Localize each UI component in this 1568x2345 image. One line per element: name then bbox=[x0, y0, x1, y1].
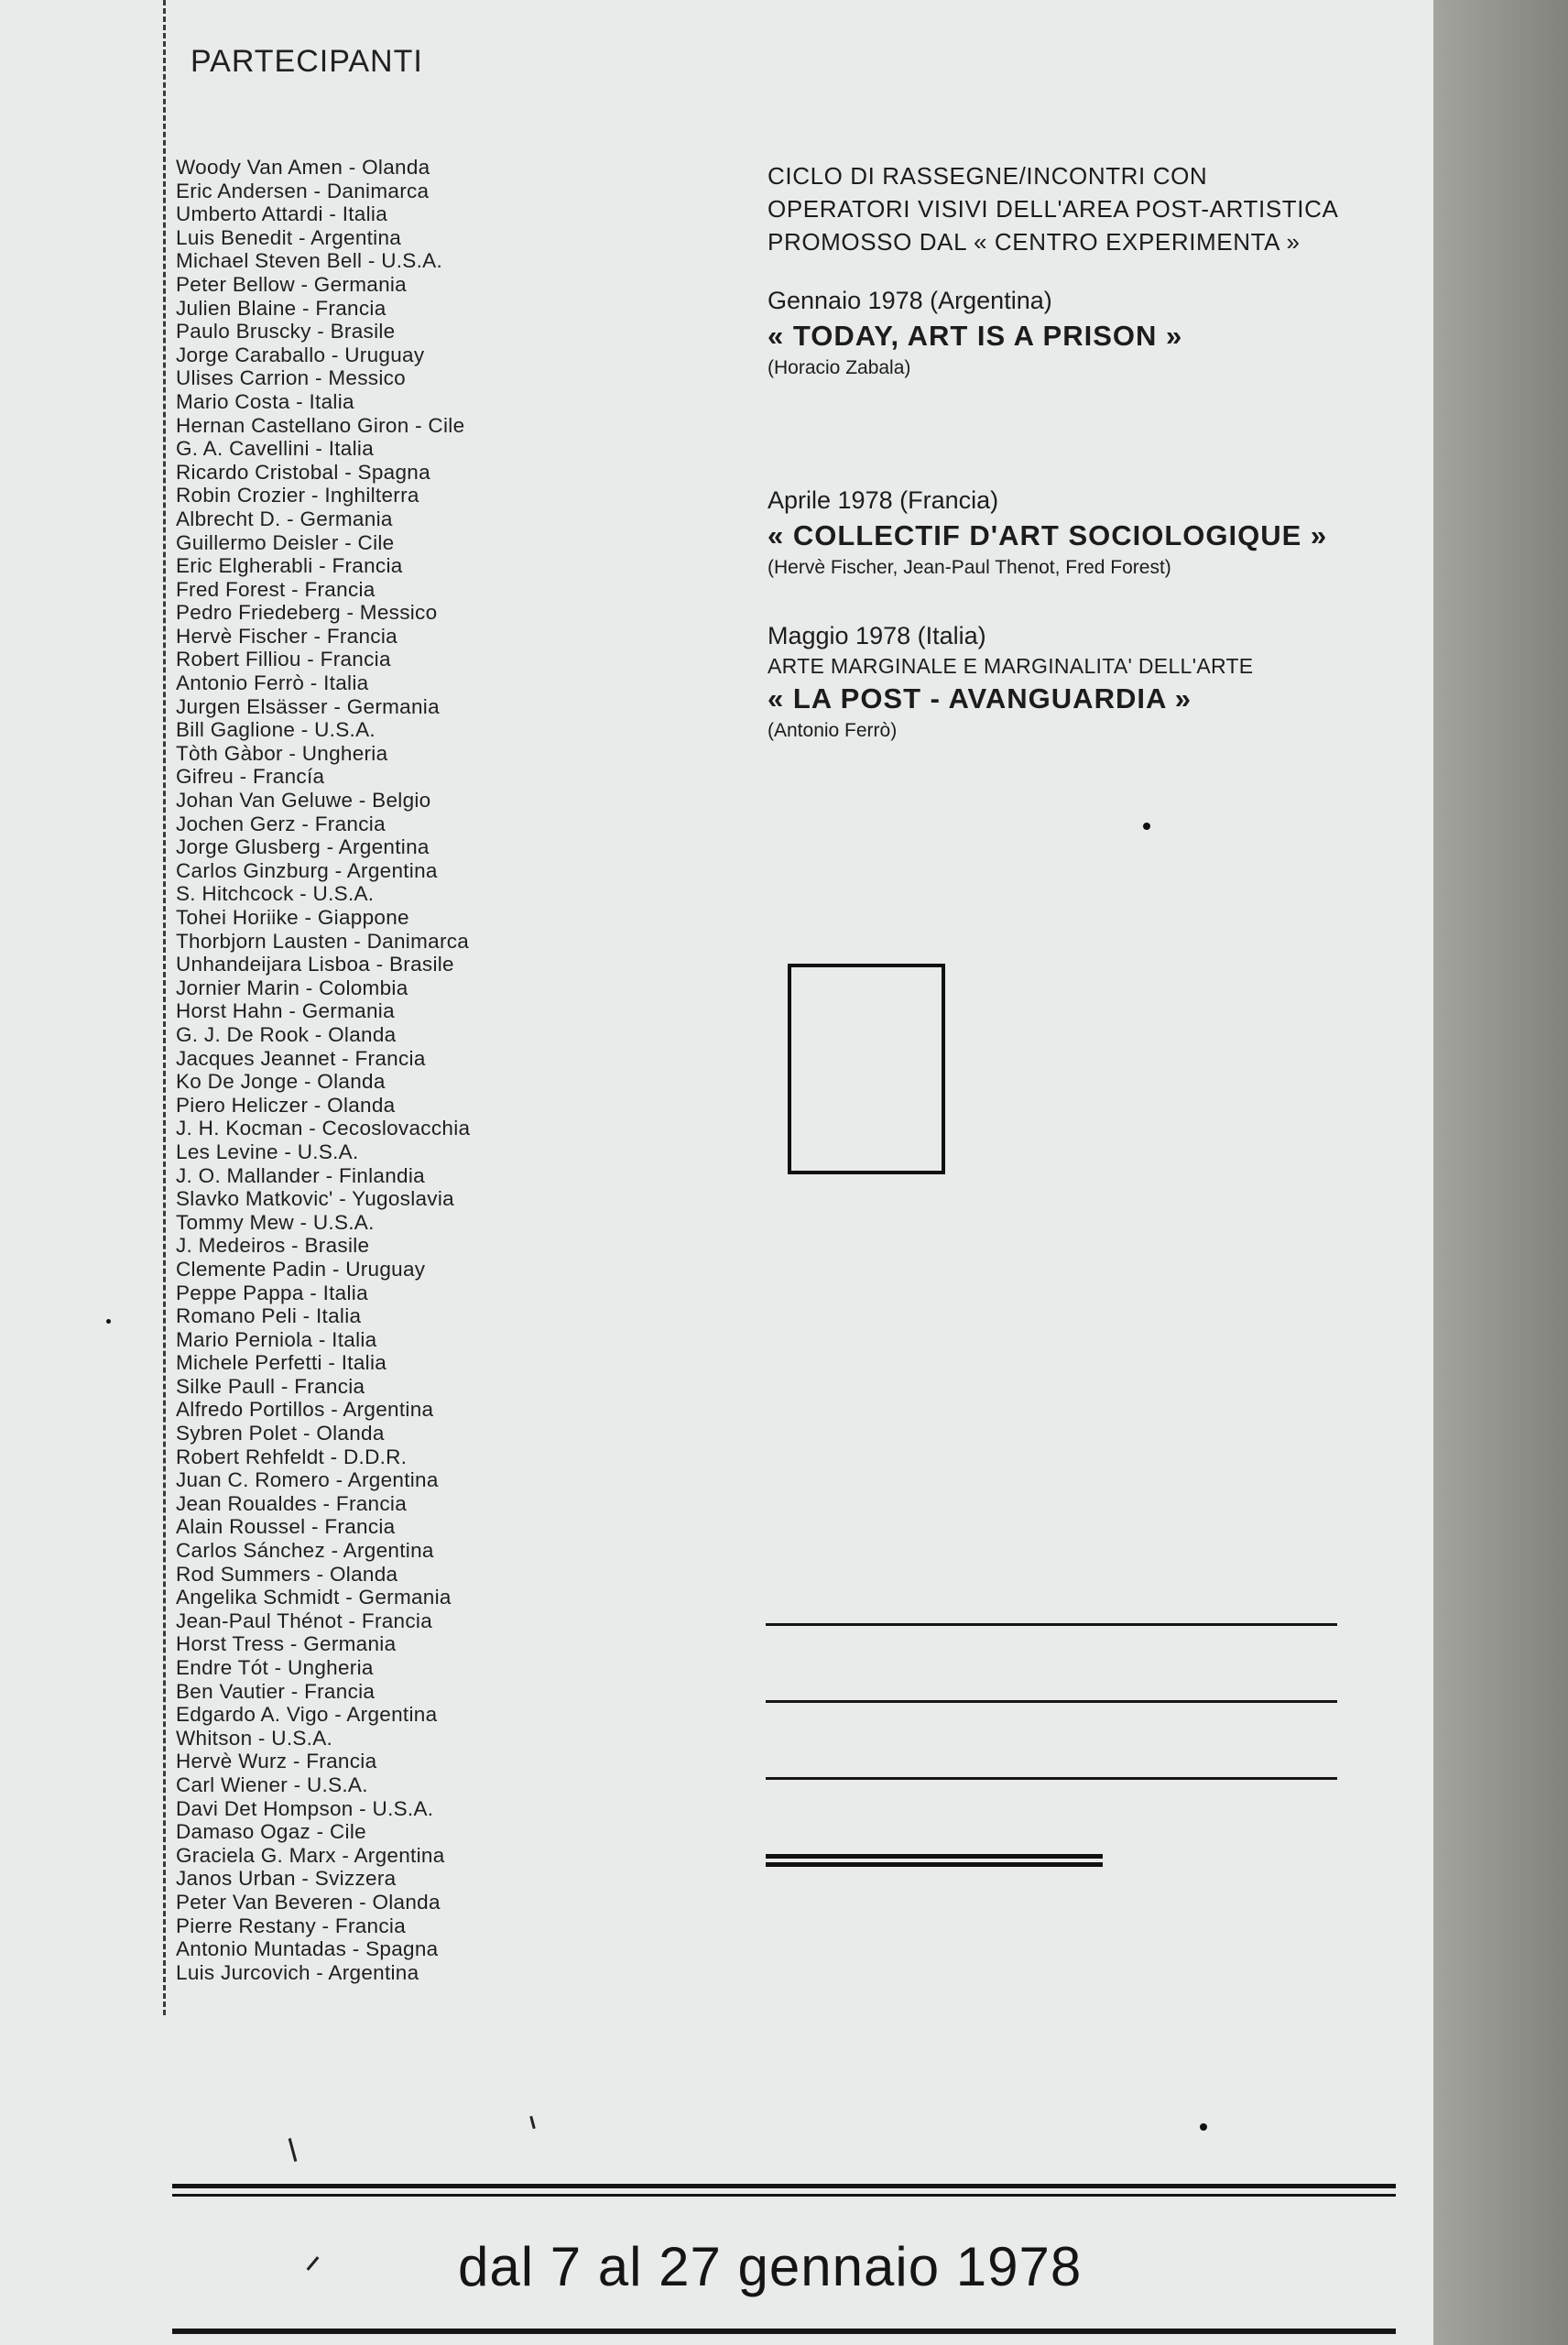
participant-item: J. O. Mallander - Finlandia bbox=[176, 1163, 425, 1187]
section-subtitle: ARTE MARGINALE E MARGINALITA' DELL'ARTE bbox=[768, 654, 1254, 678]
participant-item: Michael Steven Bell - U.S.A. bbox=[176, 249, 443, 273]
participant-item: Endre Tót - Ungheria bbox=[176, 1656, 374, 1679]
participant-item: Alfredo Portillos - Argentina bbox=[176, 1398, 434, 1422]
participant-item: Tohei Horiike - Giappone bbox=[176, 906, 409, 929]
section-date: Maggio 1978 (Italia) bbox=[768, 622, 986, 649]
participant-item: Antonio Muntadas - Spagna bbox=[176, 1937, 439, 1961]
participant-item: Graciela G. Marx - Argentina bbox=[176, 1843, 445, 1867]
participant-item: Unhandeijara Lisboa - Brasile bbox=[176, 953, 454, 976]
participant-item: Guillermo Deisler - Cile bbox=[176, 530, 395, 554]
participant-item: Silke Paull - Francia bbox=[176, 1374, 365, 1398]
participant-item: Luis Jurcovich - Argentina bbox=[176, 1960, 419, 1984]
bottom-edge-rule bbox=[172, 2329, 1396, 2334]
participant-item: Horst Tress - Germania bbox=[176, 1632, 397, 1656]
participant-item: Peppe Pappa - Italia bbox=[176, 1281, 368, 1304]
participant-item: Albrecht D. - Germania bbox=[176, 507, 393, 530]
participant-item: Jacques Jeannet - Francia bbox=[176, 1046, 426, 1070]
intro-line: CICLO DI RASSEGNE/INCONTRI CON bbox=[768, 162, 1208, 190]
section-credit: (Hervè Fischer, Jean-Paul Thenot, Fred Forest) bbox=[768, 557, 1171, 578]
participant-item: Michele Perfetti - Italia bbox=[176, 1351, 387, 1375]
participant-item: Bill Gaglione - U.S.A. bbox=[176, 718, 376, 742]
section-title: « TODAY, ART IS A PRISON » bbox=[768, 320, 1183, 352]
participant-item: Luis Benedit - Argentina bbox=[176, 225, 402, 249]
participant-item: Julien Blaine - Francia bbox=[176, 296, 387, 320]
participant-item: Juan C. Romero - Argentina bbox=[176, 1468, 439, 1492]
participant-item: Ben Vautier - Francia bbox=[176, 1679, 376, 1703]
participant-item: Edgardo A. Vigo - Argentina bbox=[176, 1703, 438, 1727]
participant-item: Carl Wiener - U.S.A. bbox=[176, 1772, 368, 1796]
participant-item: Jorge Caraballo - Uruguay bbox=[176, 343, 425, 366]
participant-item: Peter Van Beveren - Olanda bbox=[176, 1890, 441, 1914]
stamp-box bbox=[788, 964, 945, 1174]
participant-item: Jurgen Elsässer - Germania bbox=[176, 694, 440, 718]
participant-item: Romano Peli - Italia bbox=[176, 1304, 362, 1328]
participant-item: G. A. Cavellini - Italia bbox=[176, 437, 375, 461]
participant-item: Les Levine - U.S.A. bbox=[176, 1140, 359, 1163]
participant-item: Horst Hahn - Germania bbox=[176, 999, 395, 1023]
ink-dot bbox=[106, 1319, 111, 1324]
section-title: « COLLECTIF D'ART SOCIOLOGIQUE » bbox=[768, 519, 1328, 551]
background-sheet-edge bbox=[1433, 0, 1568, 2345]
participant-item: Robert Rehfeldt - D.D.R. bbox=[176, 1445, 408, 1468]
ink-mark bbox=[289, 2138, 298, 2162]
participant-item: Gifreu - Francía bbox=[176, 765, 325, 789]
participant-item: Thorbjorn Lausten - Danimarca bbox=[176, 929, 470, 953]
participant-item: Jochen Gerz - Francia bbox=[176, 812, 386, 835]
participant-item: Carlos Ginzburg - Argentina bbox=[176, 858, 438, 882]
participant-item: J. Medeiros - Brasile bbox=[176, 1234, 370, 1258]
ink-mark bbox=[307, 2256, 320, 2271]
participant-item: Mario Costa - Italia bbox=[176, 389, 354, 413]
participant-item: Paulo Bruscky - Brasile bbox=[176, 320, 396, 344]
participant-item: Damaso Ogaz - Cile bbox=[176, 1820, 366, 1844]
participant-item: Fred Forest - Francia bbox=[176, 577, 376, 601]
program-section-january bbox=[768, 284, 1409, 381]
participant-item: Ko De Jonge - Olanda bbox=[176, 1070, 386, 1094]
participant-item: Johan Van Geluwe - Belgio bbox=[176, 789, 431, 813]
participant-item: Whitson - U.S.A. bbox=[176, 1726, 333, 1750]
participant-item: Jorge Glusberg - Argentina bbox=[176, 835, 430, 859]
participant-item: Woody Van Amen - Olanda bbox=[176, 156, 430, 179]
program-column bbox=[768, 159, 1409, 744]
address-line bbox=[766, 1623, 1337, 1626]
participant-item: Eric Elgherabli - Francia bbox=[176, 554, 403, 578]
participant-item: Clemente Padin - Uruguay bbox=[176, 1257, 426, 1281]
participant-item: Piero Heliczer - Olanda bbox=[176, 1093, 396, 1117]
section-credit: (Antonio Ferrò) bbox=[768, 720, 898, 741]
ink-dot bbox=[1200, 2123, 1207, 2131]
participant-item: Robert Filliou - Francia bbox=[176, 648, 391, 671]
address-line bbox=[766, 1700, 1337, 1703]
address-line bbox=[766, 1777, 1337, 1780]
section-date: Aprile 1978 (Francia) bbox=[768, 486, 999, 514]
participant-item: Eric Andersen - Danimarca bbox=[176, 179, 430, 202]
participant-item: Mario Perniola - Italia bbox=[176, 1327, 377, 1351]
program-intro bbox=[768, 159, 1409, 258]
participant-item: Antonio Ferrò - Italia bbox=[176, 671, 369, 695]
exhibition-dates: dal 7 al 27 gennaio 1978 bbox=[458, 2236, 1083, 2297]
section-credit: (Horacio Zabala) bbox=[768, 357, 911, 378]
participant-item: Tommy Mew - U.S.A. bbox=[176, 1210, 375, 1234]
participant-item: Pierre Restany - Francia bbox=[176, 1914, 407, 1937]
participant-item: Hervè Fischer - Francia bbox=[176, 624, 397, 648]
participant-item: Angelika Schmidt - Germania bbox=[176, 1586, 452, 1609]
participant-item: Robin Crozier - Inghilterra bbox=[176, 484, 419, 507]
participant-item: Jornier Marin - Colombia bbox=[176, 976, 408, 999]
participant-item: Umberto Attardi - Italia bbox=[176, 202, 388, 226]
participant-item: Pedro Friedeberg - Messico bbox=[176, 601, 438, 625]
address-double-line bbox=[766, 1854, 1103, 1867]
participant-item: Hernan Castellano Giron - Cile bbox=[176, 413, 465, 437]
participant-item: J. H. Kocman - Cecoslovacchia bbox=[176, 1117, 471, 1140]
participants-list bbox=[176, 156, 470, 1984]
participant-item: Carlos Sánchez - Argentina bbox=[176, 1539, 434, 1563]
dashed-fold-line bbox=[163, 0, 166, 2015]
participants-heading: PARTECIPANTI bbox=[191, 44, 423, 79]
participant-item: Janos Urban - Svizzera bbox=[176, 1867, 397, 1891]
participant-item: Hervè Wurz - Francia bbox=[176, 1750, 377, 1773]
participant-item: S. Hitchcock - U.S.A. bbox=[176, 882, 375, 906]
intro-line: OPERATORI VISIVI DELL'AREA POST-ARTISTICA bbox=[768, 195, 1339, 223]
participant-item: Slavko Matkovic' - Yugoslavia bbox=[176, 1187, 454, 1211]
participant-item: Peter Bellow - Germania bbox=[176, 272, 407, 296]
ink-dot bbox=[1143, 823, 1150, 830]
participant-item: Alain Roussel - Francia bbox=[176, 1515, 396, 1539]
participant-item: Ulises Carrion - Messico bbox=[176, 366, 406, 390]
bottom-rule bbox=[172, 2184, 1396, 2197]
participant-item: Jean-Paul Thénot - Francia bbox=[176, 1609, 433, 1632]
participant-item: Ricardo Cristobal - Spagna bbox=[176, 460, 430, 484]
participant-item: Sybren Polet - Olanda bbox=[176, 1422, 385, 1445]
participant-item: Tòth Gàbor - Ungheria bbox=[176, 741, 388, 765]
participant-item: Jean Roualdes - Francia bbox=[176, 1491, 408, 1515]
section-title: « LA POST - AVANGUARDIA » bbox=[768, 682, 1192, 714]
section-date: Gennaio 1978 (Argentina) bbox=[768, 287, 1052, 314]
intro-line: PROMOSSO DAL « CENTRO EXPERIMENTA » bbox=[768, 228, 1301, 256]
ink-mark bbox=[529, 2116, 536, 2129]
program-section-april bbox=[768, 484, 1409, 581]
program-section-may bbox=[768, 619, 1409, 744]
participant-item: Davi Det Hompson - U.S.A. bbox=[176, 1796, 434, 1820]
participant-item: G. J. De Rook - Olanda bbox=[176, 1022, 397, 1046]
participant-item: Rod Summers - Olanda bbox=[176, 1562, 398, 1586]
